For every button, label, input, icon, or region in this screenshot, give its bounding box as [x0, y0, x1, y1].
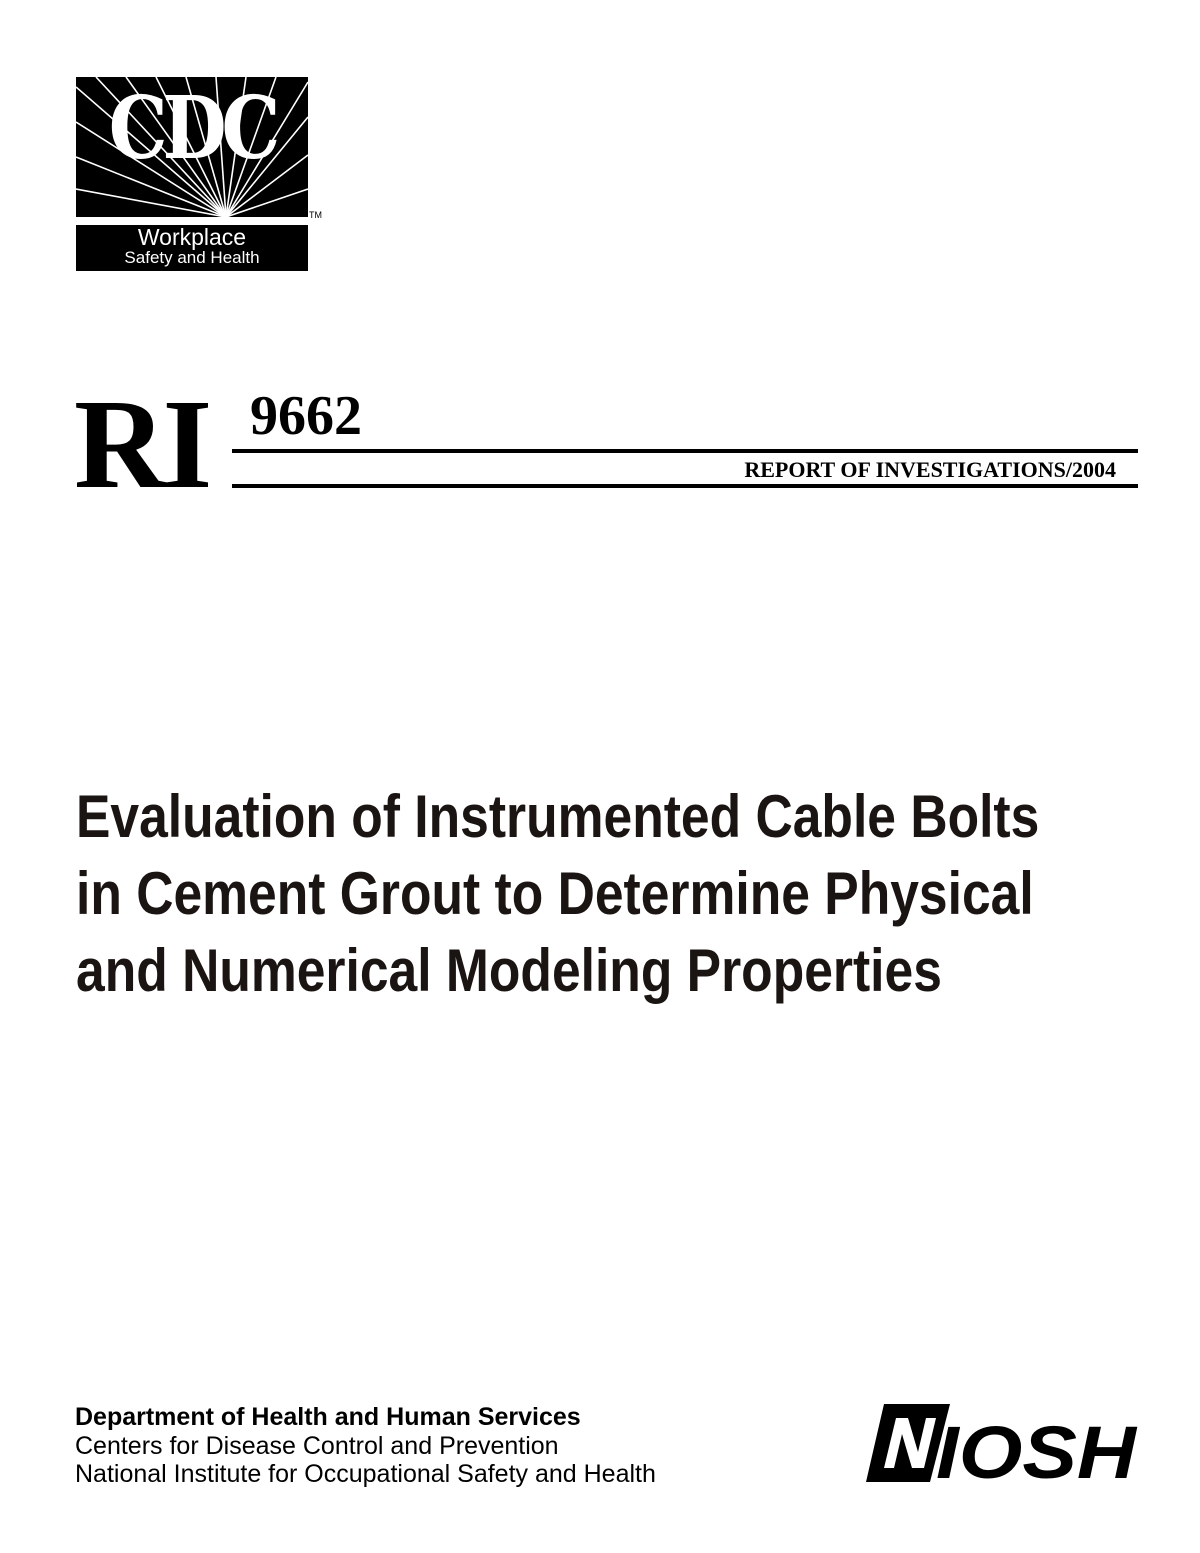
department-name: Department of Health and Human Services	[75, 1403, 581, 1431]
publisher-block	[75, 1403, 656, 1488]
header-rule-top	[232, 449, 1138, 453]
trademark-mark: TM	[309, 210, 322, 220]
cdc-tagline-line2: Safety and Health	[124, 248, 260, 267]
cdc-tagline	[76, 225, 308, 271]
title-line-1: Evaluation of Instrumented Cable Bolts	[76, 783, 1040, 850]
report-series: REPORT OF INVESTIGATIONS/2004	[744, 457, 1116, 482]
agency-name: Centers for Disease Control and Prevention	[75, 1432, 559, 1460]
report-prefix: RI	[74, 373, 209, 515]
report-number: 9662	[250, 385, 362, 447]
title-line-3: and Numerical Modeling Properties	[76, 937, 942, 1004]
cdc-tagline-line1: Workplace	[137, 224, 247, 250]
institute-name: National Institute for Occupational Safety and Health	[75, 1460, 656, 1488]
cdc-letters: CDC	[108, 78, 276, 179]
cdc-logo	[76, 77, 322, 271]
cdc-logo-box	[76, 77, 308, 217]
header-rule-bottom	[232, 484, 1138, 488]
document-title	[76, 778, 1156, 1009]
niosh-logo-text: IOSH	[936, 1411, 1138, 1482]
title-line-2: in Cement Grout to Determine Physical	[76, 860, 1034, 927]
niosh-logo-icon	[866, 1404, 1142, 1482]
